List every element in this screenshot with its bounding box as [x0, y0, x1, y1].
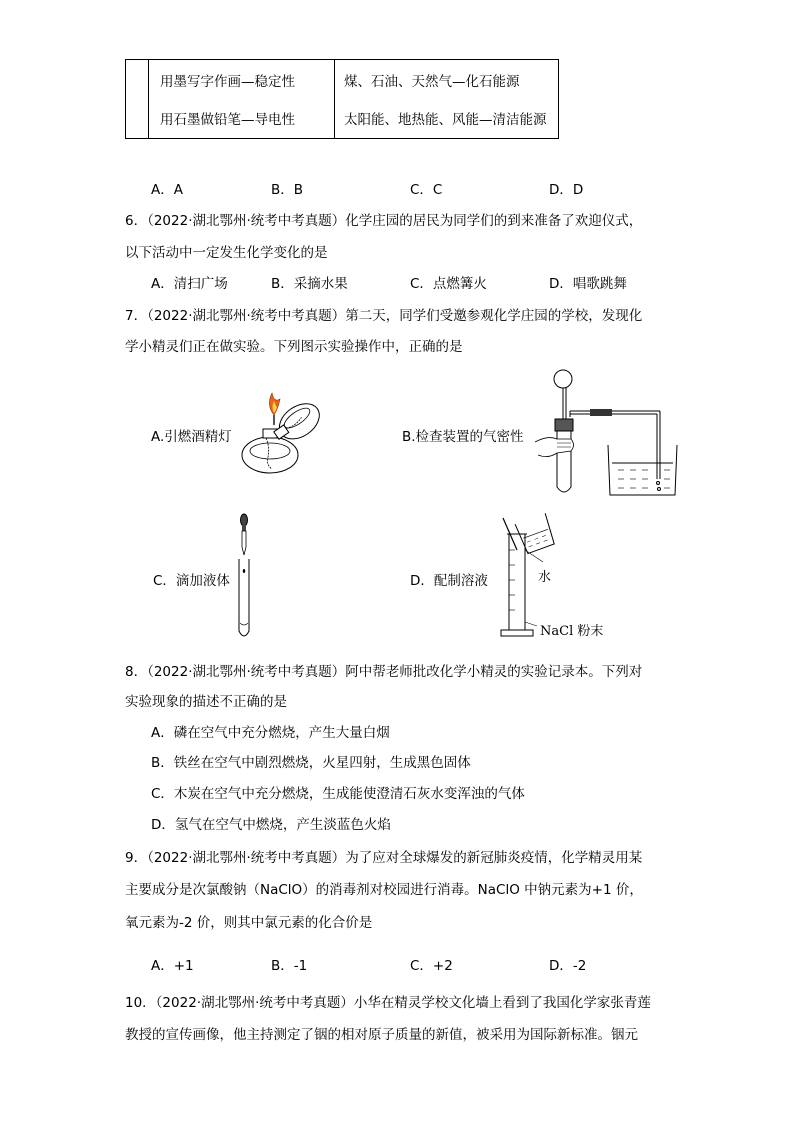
q7-option-a: A.引燃酒精灯: [151, 429, 232, 445]
q9-option-b: B．-1: [271, 958, 308, 974]
q6-option-d: D．唱歌跳舞: [549, 276, 627, 292]
q8-option-c: C．木炭在空气中充分燃烧，生成能使澄清石灰水变浑浊的气体: [151, 786, 525, 802]
q7-option-b: B.检查装置的气密性: [402, 429, 524, 445]
q9-option-a: A．+1: [151, 958, 194, 974]
q8-stem-line2: 实验现象的描述不正确的是: [125, 694, 287, 710]
answer-table: [125, 59, 559, 139]
q8-option-b: B．铁丝在空气中剧烈燃烧，火星四射，生成黑色固体: [151, 755, 471, 771]
q7-option-c: C．滴加液体: [153, 573, 230, 589]
q9-option-d: D．-2: [549, 958, 587, 974]
q8-stem-line1: 8．（2022·湖北鄂州·统考中考真题）阿中帮老师批改化学小精灵的实验记录本。下列对: [125, 664, 643, 680]
q7-stem-line2: 学小精灵们正在做实验。下列图示实验操作中，正确的是: [125, 339, 463, 355]
q9-stem-line2: 主要成分是次氯酸钠（NaClO）的消毒剂对校园进行消毒。NaClO 中钠元素为+1 价，: [125, 882, 643, 898]
q6-option-c: C．点燃篝火: [410, 276, 487, 292]
q5-option-c: C．C: [410, 182, 443, 198]
table-divider: [148, 60, 149, 138]
q8-option-d: D．氢气在空气中燃烧，产生淡蓝色火焰: [151, 817, 391, 833]
q6-option-a: A．清扫广场: [151, 276, 228, 292]
q5-option-b: B．B: [271, 182, 304, 198]
table-cell: 太阳能、地热能、风能—清洁能源: [344, 112, 547, 128]
airtightness-check-figure: [530, 367, 680, 497]
table-cell: 用墨写字作画—稳定性: [160, 74, 295, 90]
q9-stem-line3: 氧元素为-2 价，则其中氯元素的化合价是: [125, 915, 373, 931]
table-divider: [334, 60, 335, 138]
q8-option-a: A．磷在空气中充分燃烧，产生大量白烟: [151, 725, 390, 741]
q9-stem-line1: 9．（2022·湖北鄂州·统考中考真题）为了应对全球爆发的新冠肺炎疫情，化学精灵用某: [125, 850, 643, 866]
q5-option-d: D．D: [549, 182, 584, 198]
dropper-figure: [233, 513, 263, 641]
q10-stem-line1: 10．（2022·湖北鄂州·统考中考真题）小华在精灵学校文化墙上看到了我国化学家张青莲: [125, 995, 651, 1011]
q6-stem-line1: 6．（2022·湖北鄂州·统考中考真题）化学庄园的居民为同学们的到来准备了欢迎仪式，: [125, 213, 643, 229]
q9-option-c: C．+2: [410, 958, 453, 974]
table-cell: 用石墨做铅笔—导电性: [160, 112, 295, 128]
q7-stem-line1: 7．（2022·湖北鄂州·统考中考真题）第二天，同学们受邀参观化学庄园的学校，发现化: [125, 308, 643, 324]
q10-stem-line2: 教授的宣传画像，他主持测定了铟的相对原子质量的新值，被采用为国际新标准。铟元: [125, 1027, 638, 1043]
q7-option-d: D．配制溶液: [410, 573, 488, 589]
q5-option-a: A．A: [151, 182, 183, 198]
q6-stem-line2: 以下活动中一定发生化学变化的是: [125, 245, 328, 261]
nacl-label: NaCl 粉末: [540, 624, 604, 639]
water-label: 水: [538, 570, 552, 585]
alcohol-lamp-figure: [236, 385, 331, 480]
table-cell: 煤、石油、天然气—化石能源: [344, 74, 520, 90]
q6-option-b: B．采摘水果: [271, 276, 348, 292]
